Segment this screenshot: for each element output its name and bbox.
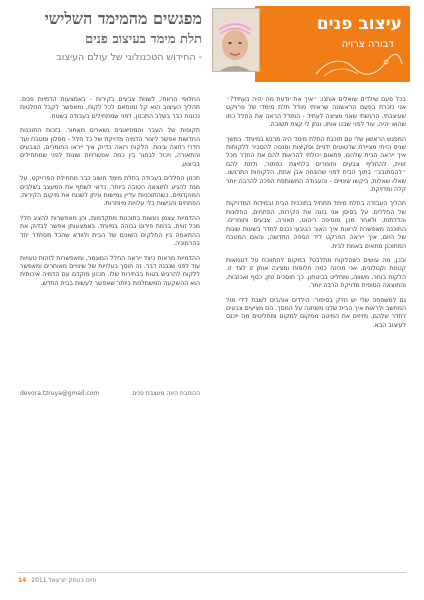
article-header — [0, 0, 424, 100]
footer-divider — [18, 572, 406, 573]
article-column-left — [20, 96, 200, 294]
page-footer — [18, 576, 406, 586]
column-banner — [255, 6, 410, 82]
page-subtitle: תלת מימד בעיצוב פנים — [85, 32, 202, 47]
paragraph: בכל פעם שילדים שואלים אותנו: ״איך את יודעת מה יהיה בעתיד?״ אני נזכרת בפעם הראשונה שראיתי מודל תלת מימדי של פרויקט שעיצבתי. הרגשתי שאני מציצה לעתיד - המודל הראה את החלל כמו שהוא יהיה, עוד לפני שבנו אותו, ונתן לי קצת תשובה. — [226, 96, 406, 129]
author-email[interactable]: devora.tzruya@gmail.com — [20, 390, 100, 397]
swirl-ornament-icon — [314, 54, 404, 78]
paragraph: תקופות של העבר והמוזיאונים נשארים מאחור. בזכות התוכנות החדשות אפשר ליצור הדמיה מדויקת של כל חלל - מסלון ומטבח ועד חדרי רחצה וגינות. הלקוח רואה בדיוק איך ייראו החומרים, הצבעים והתאורה, ויכול לבחור בין כמה אפשרויות שונות לפני שמתחילים בביצוע. — [20, 127, 200, 168]
paragraph: המפגש הראשון שלי עם תוכנת התלת מימד היה מרגש במיוחד. במשך שנים הייתי מציירת שרטוטים ידניים וסקיצות ומנסה להסביר ללקוחות איך ייראה הבית שלהם. פתאום יכולתי להראות להם את החדר מכל זווית, להחליף צבעים וחומרים בלחיצת כפתור, ולתת להם ״להסתובב״ בתוך הבית לפני שהונחה אבן אחת. הלקוחות התרגשו, שאלו שאלות, ביקשו שינויים - והעבודה המשותפת הפכה להרבה יותר קלה ומדויקת. — [226, 135, 406, 194]
paragraph: ההדמיות מראות כיצד ייראה החלל המוגמר, ומאפשרות לזהות טעויות עוד לפני שנבנה דבר. זה חוסך בעלויות של שינויים מאוחרים ומאפשר ללקוח להרגיש בטוח בבחירות שלו. תכנון מוקדם עם הדמיה איכותית הוא ההשקעה המשתלמת ביותר שאפשר לעשות בבית החדש. — [20, 254, 200, 287]
page-title: מפגשים מהמימד השלישי — [44, 9, 202, 28]
author-portrait-icon — [212, 9, 259, 72]
page-tagline: - החידוש הטכנולוגי של עולם העיצוב — [56, 52, 202, 63]
author-credit-text: הכותבת הינה מעצבת פנים — [132, 390, 200, 397]
page-number: 14 — [18, 577, 27, 584]
paragraph: החלופי הרווחי, לשנות צבעים בקירות - באמצעות הדמיות פנים. תהליך העיצוב הוא קל ומותאם לכל לקוח, ומאפשר לקבל החלטות נכונות כבר בשלב התכנון, לפני שמתחילים בעבודה בשטח. — [20, 96, 200, 120]
column-author: דבורה צרויה — [341, 39, 394, 50]
paragraph: גם למשפחה שלי יש חלק בסיפור: הילדים אוהבים לשבת לידי מול המחשב ולראות איך הבית שלנו משתנה על המסך. הם מציעים צבעים לחדר שלהם, מזיזים את המיטה ממקום למקום ומחליטים מה ייכנס לעיצוב הבא. — [226, 296, 406, 329]
article-column-right — [226, 96, 406, 336]
author-photo — [212, 8, 260, 72]
paragraph: ובכן, מה עושים כשהלקוח מתלבט? במקום להתווכח על דוגמאות קטנות וקטלוגים, אני מכינה כמה חלופות ומציגה אותן זו לצד זו. הלקוח בוחר, משווה, ומחליט בביטחון. כך חוסכים זמן, כסף ואכזבות, והתוצאה הסופית מדויקת הרבה יותר. — [226, 256, 406, 290]
column-title: עיצוב פנים — [316, 14, 402, 34]
paragraph: ההדמיות עצמן נעשות בתוכנות מתקדמות, והן מאפשרות להציג חלל מכל זווית, ברמת פירוט גבוהה במיוחד. באמצעותן אפשר לבדוק את ההתאמה בין החלקים השונים של הבית ולוודא שהכל מסתדר יחד בהרמוניה. — [20, 214, 200, 248]
paragraph: תהליך העבודה בתלת מימד מתחיל בתוכנית הבית ובמידות המדויקות של החללים. על בסיסן אני בונה את הקירות, הפתחים, החלונות והדלתות, ולאחר מכן מוסיפה ריהוט, תאורה, צבעים וחומרים. התוכנה מאפשרת לראות איך האור הטבעי נכנס לחדר בשעות שונות של היום, איך ייראה הפרקט ליד הספה החדשה, והאם המטבח המתוכנן מתאים באמת לבית. — [226, 200, 406, 250]
author-credit — [20, 389, 200, 399]
paragraph: תכנון החללים בעבודה בתלת מימד חשוב כבר מתחילת הפרויקט. על מנת להגיע לתוצאה הטובה ביותר, כדאי לשתף את המעצב בשלבים המוקדמים, כשהתוכניות עדיין גמישות וניתן לשנות את מיקום הקירות, הפתחים והנישות בלי עלויות מיותרות. — [20, 175, 200, 208]
issue-name: חיים בעמק יזרעאל 2011 — [31, 577, 97, 584]
